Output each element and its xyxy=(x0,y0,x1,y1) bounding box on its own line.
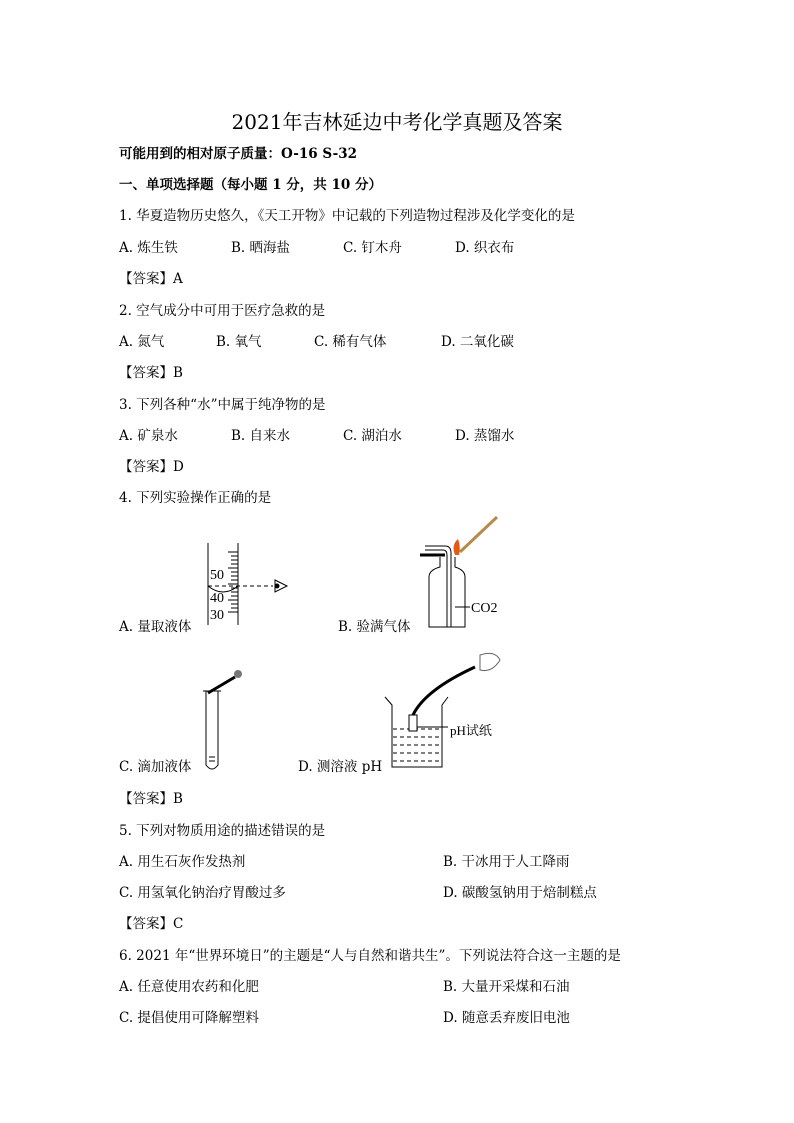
option: D. 织衣布 xyxy=(455,240,515,256)
ph-paper-label: pH试纸 xyxy=(450,723,492,738)
gas-label: CO2 xyxy=(471,601,498,616)
question-stem: 5. 下列对物质用途的描述错误的是 xyxy=(119,823,326,839)
option: D. 蒸馏水 xyxy=(455,428,515,444)
question-stem: 6. 2021 年“世界环境日”的主题是“人与自然和谐共生”。下列说法符合这一主题的是 xyxy=(119,948,621,964)
option: B. 干冰用于人工降雨 xyxy=(443,854,570,870)
option: A. 量取液体 xyxy=(119,619,192,635)
option: C. 稀有气体 xyxy=(314,334,387,350)
scale-label: 40 xyxy=(210,591,224,606)
dropper-figure xyxy=(200,665,250,775)
option: C. 钉木舟 xyxy=(343,240,402,256)
question-stem: 3. 下列各种“水”中属于纯净物的是 xyxy=(119,397,326,413)
option: C. 用氢氧化钠治疗胃酸过多 xyxy=(119,885,286,901)
question-stem: 2. 空气成分中可用于医疗急救的是 xyxy=(119,303,326,319)
answer: 【答案】B xyxy=(119,365,183,381)
option: A. 矿泉水 xyxy=(119,428,178,444)
document-title: 2021年吉林延边中考化学真题及答案 xyxy=(231,110,563,134)
answer: 【答案】C xyxy=(119,916,184,932)
option: A. 用生石灰作发热剂 xyxy=(119,854,246,870)
option: D. 碳酸氢钠用于焙制糕点 xyxy=(443,885,597,901)
option: B. 大量开采煤和石油 xyxy=(443,979,570,995)
section-heading: 一、单项选择题（每小题 1 分，共 10 分） xyxy=(119,177,382,193)
ph-test-figure xyxy=(380,645,510,775)
option: D. 随意丢弃废旧电池 xyxy=(443,1010,570,1026)
option: B. 晒海盐 xyxy=(231,240,291,256)
cylinder-figure xyxy=(195,540,295,630)
answer: 【答案】B xyxy=(119,791,183,807)
option: A. 炼生铁 xyxy=(119,240,178,256)
option: C. 滴加液体 xyxy=(119,759,192,775)
option: A. 氮气 xyxy=(119,334,165,350)
question-stem: 4. 下列实验操作正确的是 xyxy=(119,490,272,506)
option: D. 二氧化碳 xyxy=(441,334,514,350)
option: C. 提倡使用可降解塑料 xyxy=(119,1010,259,1026)
question-stem: 1. 华夏造物历史悠久，《天工开物》中记载的下列造物过程涉及化学变化的是 xyxy=(119,208,575,224)
option: C. 湖泊水 xyxy=(343,428,402,444)
option: B. 自来水 xyxy=(231,428,291,444)
answer: 【答案】A xyxy=(119,271,183,287)
option: D. 测溶液 pH xyxy=(298,759,383,775)
answer: 【答案】D xyxy=(119,459,184,475)
option: A. 任意使用农药和化肥 xyxy=(119,979,259,995)
gas-bottle-figure xyxy=(415,515,525,630)
atomic-mass-note: 可能用到的相对原子质量：O-16 S-32 xyxy=(119,146,357,162)
scale-label: 30 xyxy=(210,608,224,623)
scale-label: 50 xyxy=(210,568,224,583)
option: B. 氧气 xyxy=(216,334,262,350)
option: B. 验满气体 xyxy=(338,619,411,635)
